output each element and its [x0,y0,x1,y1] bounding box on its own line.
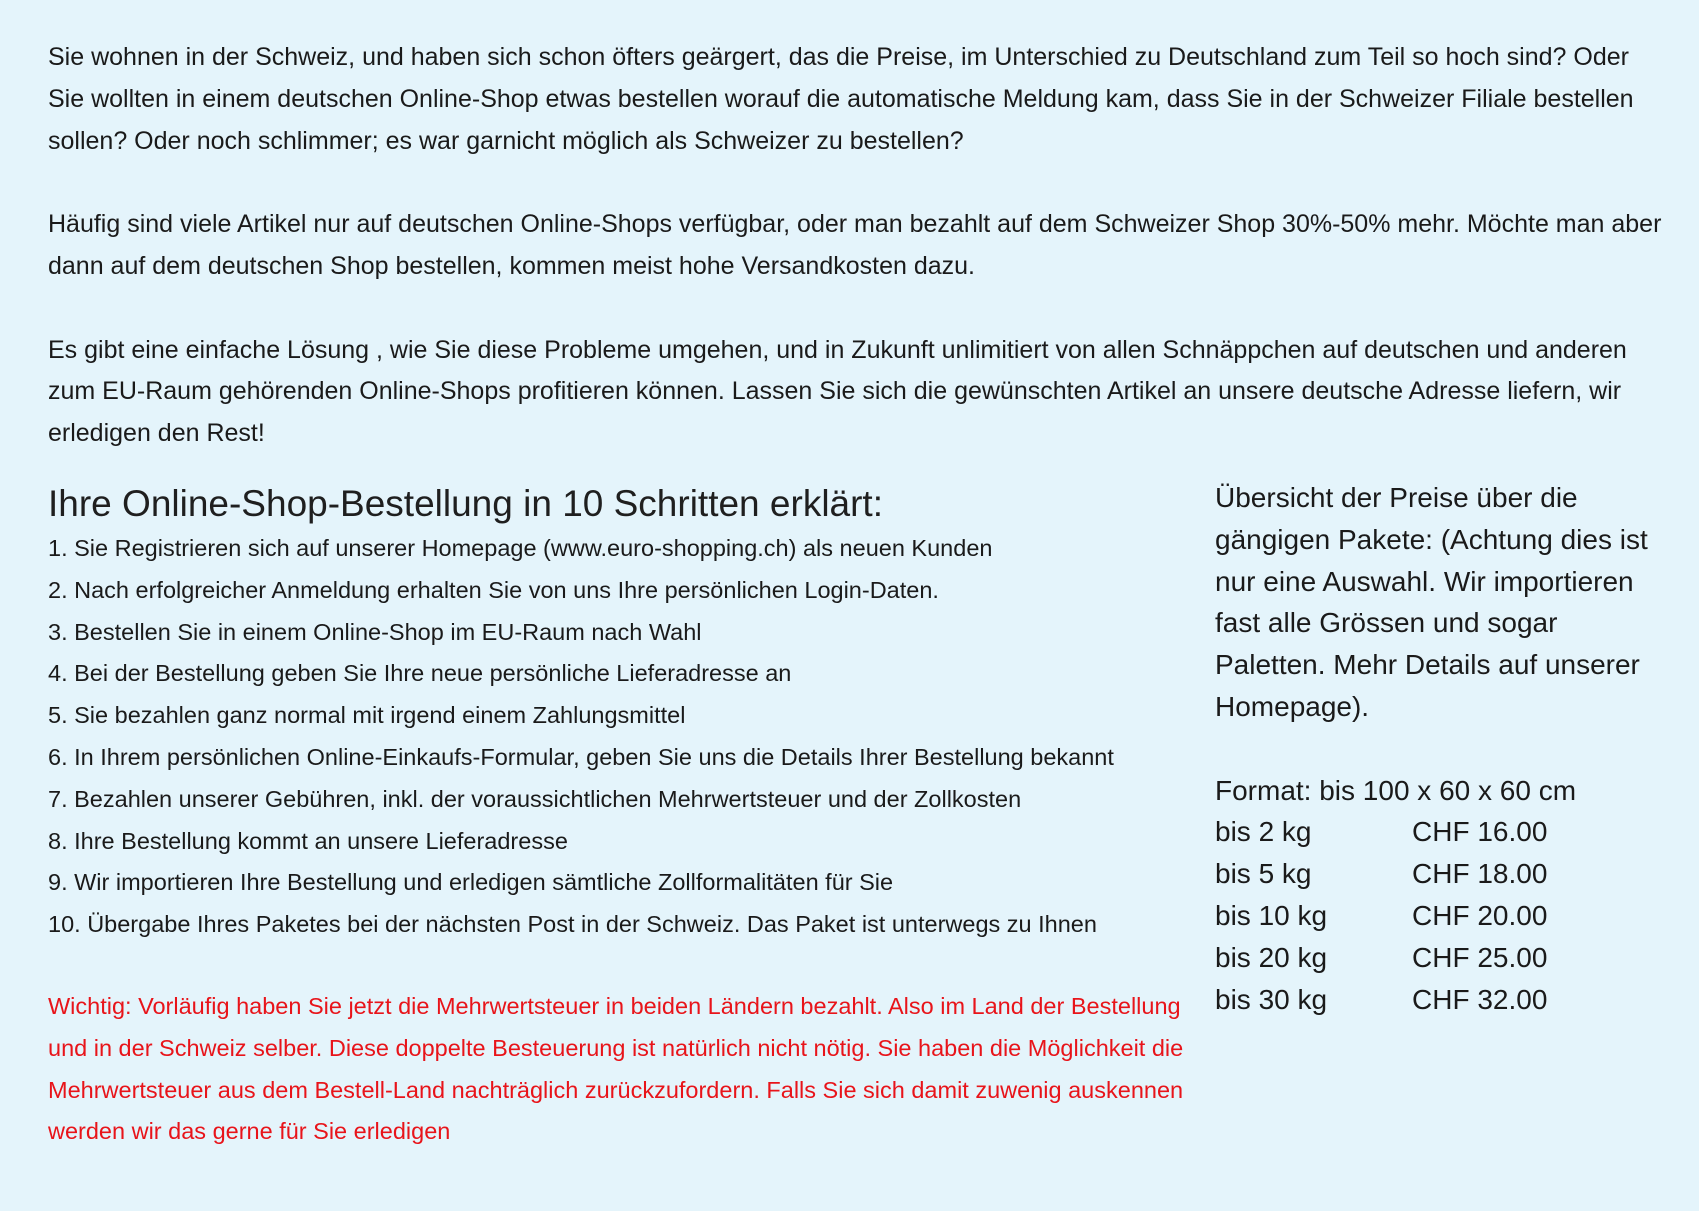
vat-warning-note: Wichtig: Vorläufig haben Sie jetzt die Mehrwertsteuer in beiden Ländern bezahlt. Also im Land der Bestellung und in der Schweiz selber. Diese doppelte Besteuerung ist natürlich nicht nötig. Sie haben die Möglichkeit die Mehrwertsteuer aus dem Bestell-Land nachträglich zurückzufordern. Falls Sie sich damit zuwenig auskennen werden wir das gerne für Sie erledigen [48,993,1184,1145]
intro-paragraph: Es gibt eine einfache Lösung , wie Sie diese Probleme umgehen, und in Zukunft unlimitiert von allen Schnäppchen auf deutschen und anderen zum EU-Raum gehörenden Online-Shops profitieren können. Lassen Sie sich die gewünschten Artikel an unsere deutsche Adresse liefern, wir erledigen den Rest! [48,335,1627,448]
price-row [1215,853,1655,895]
step-item: 4. Bei der Bestellung geben Sie Ihre neue persönliche Lieferadresse an [48,660,792,687]
step-item: 9. Wir importieren Ihre Bestellung und erledigen sämtliche Zollformalitäten für Sie [48,869,894,896]
weight-label: bis 20 kg [1215,941,1328,973]
intro-section [48,37,1668,455]
pricing-sidebar [1215,477,1655,1020]
intro-paragraph: Sie wohnen in der Schweiz, und haben sich schon öfters geärgert, das die Preise, im Unterschied zu Deutschland zum Teil so hoch sind? Oder Sie wollten in einem deutschen Online-Shop etwas bestellen worauf die automatische Meldung kam, dass Sie in der Schweizer Filiale bestellen sollen? Oder noch schlimmer; es war garnicht möglich als Schweizer zu bestellen? [48,43,1634,155]
price-value: CHF 25.00 [1412,941,1548,973]
weight-label: bis 2 kg [1215,816,1312,848]
weight-label: bis 30 kg [1215,983,1328,1015]
step-item: 6. In Ihrem persönlichen Online-Einkaufs-Formular, geben Sie uns die Details Ihrer Bestellung bekannt [48,743,1114,770]
price-value: CHF 32.00 [1412,983,1548,1015]
price-row [1215,895,1655,937]
price-value: CHF 16.00 [1412,816,1548,848]
price-row [1215,979,1655,1021]
step-item: 7. Bezahlen unserer Gebühren, inkl. der voraussichtlichen Mehrwertsteuer und der Zollkosten [48,785,1022,812]
pricing-intro: Übersicht der Preise über die gängigen Pakete: (Achtung dies ist nur eine Auswahl. Wir importieren fast alle Grössen und sogar Paletten. Mehr Details auf unserer Homepage). [1215,482,1648,722]
weight-label: bis 5 kg [1215,858,1312,890]
step-item: 2. Nach erfolgreicher Anmeldung erhalten Sie von uns Ihre persönlichen Login-Daten. [48,576,939,603]
steps-heading: Ihre Online-Shop-Bestellung in 10 Schritten erklärt: [48,483,883,524]
step-item: 8. Ihre Bestellung kommt an unsere Lieferadresse [48,827,568,854]
price-row [1215,811,1655,853]
price-value: CHF 18.00 [1412,858,1548,890]
step-item: 10. Übergabe Ihres Paketes bei der nächsten Post in der Schweiz. Das Paket ist unterwegs zu Ihnen [48,911,1097,938]
step-item: 1. Sie Registrieren sich auf unserer Homepage (www.euro-shopping.ch) als neuen Kunden [48,535,993,561]
step-item: 5. Sie bezahlen ganz normal mit irgend einem Zahlungsmittel [48,702,686,729]
intro-paragraph: Häufig sind viele Artikel nur auf deutschen Online-Shops verfügbar, oder man bezahlt auf dem Schweizer Shop 30%-50% mehr. Möchte man aber dann auf dem deutschen Shop bestellen, kommen meist hohe Versandkosten dazu. [48,210,1662,280]
price-row [1215,937,1655,979]
step-item: 3. Bestellen Sie in einem Online-Shop im EU-Raum nach Wahl [48,618,702,645]
price-value: CHF 20.00 [1412,899,1548,931]
package-format: Format: bis 100 x 60 x 60 cm [1215,774,1577,806]
weight-label: bis 10 kg [1215,899,1328,931]
steps-list [48,528,1114,946]
